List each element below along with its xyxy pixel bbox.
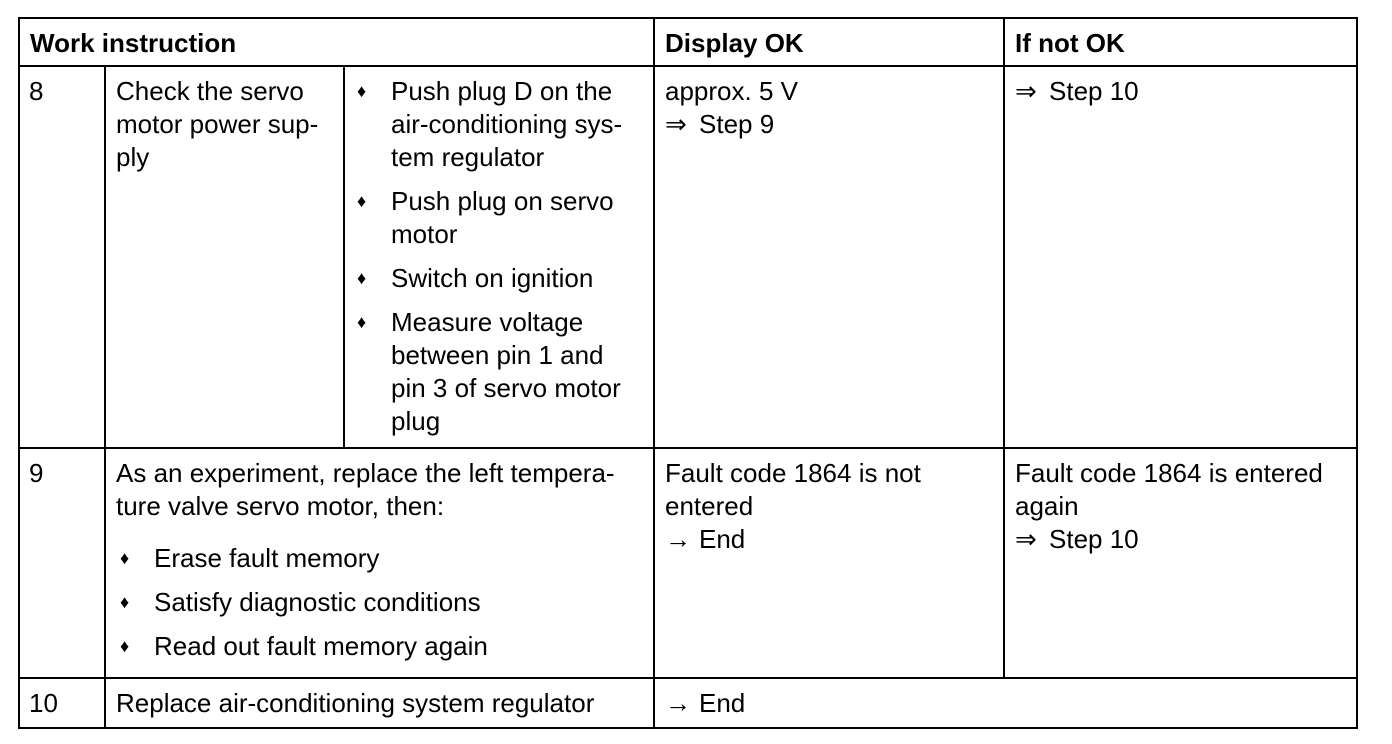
- if-not-ok-result: [1015, 75, 1346, 108]
- list-item-line: between pin 1 and: [391, 340, 604, 370]
- step-number: 8: [19, 66, 105, 448]
- display-ok-cell: [654, 448, 1004, 678]
- step-intro-line: As an experiment, replace the left tempera-: [116, 458, 615, 488]
- list-item-line: Measure voltage: [391, 307, 584, 337]
- display-ok-cell: [654, 678, 1357, 728]
- action-list: [116, 542, 643, 663]
- list-item-line: air-conditioning sys-: [391, 109, 623, 139]
- right-arrow-icon: →: [665, 524, 691, 554]
- display-ok-result: [665, 687, 1346, 720]
- bullet-diamond-icon: ♦: [357, 81, 367, 101]
- list-item: [116, 630, 643, 663]
- header-if-not-ok: If not OK: [1004, 18, 1357, 66]
- right-arrow-icon: →: [665, 688, 691, 718]
- list-item: [353, 75, 643, 174]
- if-not-ok-result: [1015, 523, 1346, 556]
- display-ok-result: [665, 523, 993, 556]
- list-item-line: motor: [391, 219, 458, 249]
- if-not-ok-text: Fault code 1864 is entered: [1015, 458, 1323, 488]
- list-item-line: Push plug D on the: [391, 76, 613, 106]
- step-number: 10: [19, 678, 105, 728]
- list-item-text: Read out fault memory again: [154, 631, 488, 661]
- header-work-instruction: Work instruction: [19, 18, 654, 66]
- bullet-diamond-icon: ♦: [357, 268, 367, 288]
- if-not-ok-cell: [1004, 448, 1357, 678]
- step-number: 9: [19, 448, 105, 678]
- list-item-text: Erase fault memory: [154, 543, 380, 573]
- action-list: [353, 75, 643, 438]
- step-title-line: ply: [116, 142, 150, 172]
- table-row-step-9: [19, 448, 1357, 678]
- list-item: [116, 542, 643, 575]
- result-text: Step 10: [1049, 524, 1139, 554]
- double-arrow-icon: ⇒: [1015, 76, 1037, 106]
- step-instruction: [105, 448, 654, 678]
- list-item: [353, 262, 643, 295]
- step-intro: [116, 457, 643, 523]
- list-item-line: plug: [391, 406, 441, 436]
- work-instruction-table: [18, 17, 1358, 729]
- bullet-diamond-icon: ♦: [357, 191, 367, 211]
- list-item-line: tem regulator: [391, 142, 545, 172]
- display-ok-text: Fault code 1864 is not: [665, 458, 921, 488]
- list-item: [353, 306, 643, 438]
- list-item: [353, 185, 643, 251]
- step-title-line: Check the servo: [116, 76, 304, 106]
- display-ok-cell: [654, 66, 1004, 448]
- table-row-step-10: [19, 678, 1357, 728]
- bullet-diamond-icon: ♦: [120, 636, 130, 656]
- if-not-ok-cell: [1004, 66, 1357, 448]
- table-row-step-8: [19, 66, 1357, 448]
- header-display-ok: Display OK: [654, 18, 1004, 66]
- step-title-line: motor power sup-: [116, 109, 319, 139]
- display-ok-text: approx. 5 V: [665, 76, 798, 106]
- result-text: Step 9: [699, 109, 775, 139]
- double-arrow-icon: ⇒: [665, 109, 687, 139]
- bullet-diamond-icon: ♦: [120, 592, 130, 612]
- display-ok-text: entered: [665, 491, 754, 521]
- step-actions: [344, 66, 654, 448]
- list-item-line: Push plug on servo: [391, 186, 614, 216]
- step-intro-line: ture valve servo motor, then:: [116, 491, 445, 521]
- list-item-line: pin 3 of servo motor: [391, 373, 621, 403]
- result-text: End: [699, 688, 746, 718]
- step-instruction: Replace air-conditioning system regulator: [105, 678, 654, 728]
- display-ok-result: [665, 108, 993, 141]
- bullet-diamond-icon: ♦: [120, 548, 130, 568]
- step-title: [105, 66, 344, 448]
- work-instruction-sheet: [18, 17, 1358, 729]
- double-arrow-icon: ⇒: [1015, 524, 1037, 554]
- list-item-line: Switch on ignition: [391, 263, 594, 293]
- list-item-text: Satisfy diagnostic conditions: [154, 587, 481, 617]
- bullet-diamond-icon: ♦: [357, 312, 367, 332]
- result-text: Step 10: [1049, 76, 1139, 106]
- result-text: End: [699, 524, 746, 554]
- if-not-ok-text: again: [1015, 491, 1079, 521]
- table-header-row: [19, 18, 1357, 66]
- list-item: [116, 586, 643, 619]
